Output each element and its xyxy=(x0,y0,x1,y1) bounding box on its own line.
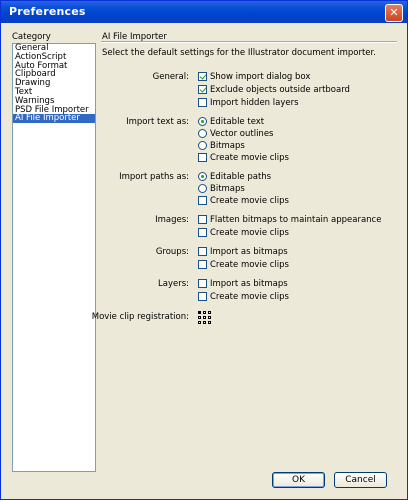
option-label: Import as bitmaps xyxy=(210,246,288,257)
category-list[interactable] xyxy=(12,43,96,472)
option-label: Editable paths xyxy=(210,171,272,182)
ok-button[interactable]: OK xyxy=(272,472,325,488)
editable-text-radio[interactable] xyxy=(198,116,264,127)
radio-icon[interactable] xyxy=(198,129,207,138)
checkbox-icon[interactable] xyxy=(198,228,207,237)
groups-import-as-bitmaps-checkbox[interactable] xyxy=(198,246,288,257)
intro-text: Select the default settings for the Illustrator document importer. xyxy=(102,48,376,58)
category-item-psd-file-importer[interactable]: PSD File Importer xyxy=(15,104,89,115)
category-item-actionscript[interactable]: ActionScript xyxy=(15,51,67,62)
images-create-movie-clips-checkbox[interactable] xyxy=(198,227,289,238)
checkbox-icon[interactable] xyxy=(198,260,207,269)
checkbox-icon[interactable] xyxy=(198,292,207,301)
registration-cell-top-right[interactable] xyxy=(208,311,211,314)
layers-import-as-bitmaps-checkbox[interactable] xyxy=(198,278,288,289)
window-title: Preferences xyxy=(9,5,86,18)
flatten-bitmaps-checkbox[interactable] xyxy=(198,214,381,225)
paths-bitmaps-radio[interactable] xyxy=(198,183,245,194)
show-import-dialog-checkbox[interactable] xyxy=(198,71,310,82)
option-label: Flatten bitmaps to maintain appearance xyxy=(210,214,382,225)
checkbox-icon[interactable] xyxy=(198,247,207,256)
checkbox-icon[interactable] xyxy=(198,215,207,224)
category-label: Category xyxy=(12,32,51,42)
close-button[interactable] xyxy=(385,4,403,22)
option-label: Editable text xyxy=(210,116,265,127)
layers-create-movie-clips-checkbox[interactable] xyxy=(198,291,289,302)
import-paths-label: Import paths as: xyxy=(119,172,189,182)
option-label: Vector outlines xyxy=(210,128,274,139)
checkbox-checked-icon[interactable] xyxy=(198,85,207,94)
registration-point-grid[interactable] xyxy=(198,311,211,324)
radio-icon[interactable] xyxy=(198,184,207,193)
category-item-auto-format[interactable]: Auto Format xyxy=(15,60,68,71)
radio-icon[interactable] xyxy=(198,141,207,150)
registration-cell-top-left[interactable] xyxy=(198,311,201,314)
option-label: Exclude objects outside artboard xyxy=(210,84,350,95)
exclude-outside-artboard-checkbox[interactable] xyxy=(198,84,350,95)
option-label: Create movie clips xyxy=(210,152,289,163)
close-icon: ✕ xyxy=(389,6,399,19)
category-item-warnings[interactable]: Warnings xyxy=(15,95,55,106)
option-label: Create movie clips xyxy=(210,227,289,238)
option-label: Import as bitmaps xyxy=(210,278,288,289)
paths-create-movie-clips-checkbox[interactable] xyxy=(198,195,289,206)
checkbox-icon[interactable] xyxy=(198,153,207,162)
checkbox-checked-icon[interactable] xyxy=(198,72,207,81)
category-item-drawing[interactable]: Drawing xyxy=(15,78,51,89)
category-item-ai-file-importer[interactable]: AI File Importer xyxy=(13,114,95,123)
registration-cell-bottom-center[interactable] xyxy=(203,321,206,324)
groups-create-movie-clips-checkbox[interactable] xyxy=(198,259,289,270)
registration-label: Movie clip registration: xyxy=(91,312,189,322)
option-label: Import hidden layers xyxy=(210,97,299,108)
text-create-movie-clips-checkbox[interactable] xyxy=(198,152,289,163)
option-label: Create movie clips xyxy=(210,291,289,302)
images-label: Images: xyxy=(155,215,189,225)
checkbox-icon[interactable] xyxy=(198,279,207,288)
registration-cell-center[interactable] xyxy=(203,316,206,319)
text-bitmaps-radio[interactable] xyxy=(198,140,245,151)
registration-cell-middle-left[interactable] xyxy=(198,316,201,319)
section-title: AI File Importer xyxy=(102,32,167,42)
option-label: Create movie clips xyxy=(210,259,289,270)
category-item-general[interactable]: General xyxy=(15,43,49,53)
registration-cell-bottom-right[interactable] xyxy=(208,321,211,324)
registration-cell-bottom-left[interactable] xyxy=(198,321,201,324)
vector-outlines-radio[interactable] xyxy=(198,128,273,139)
editable-paths-radio[interactable] xyxy=(198,171,271,182)
radio-selected-icon[interactable] xyxy=(198,172,207,181)
registration-cell-middle-right[interactable] xyxy=(208,316,211,319)
option-label: Bitmaps xyxy=(210,183,245,194)
checkbox-icon[interactable] xyxy=(198,98,207,107)
title-bar[interactable] xyxy=(1,1,407,23)
registration-cell-top-center[interactable] xyxy=(203,311,206,314)
import-hidden-layers-checkbox[interactable] xyxy=(198,97,299,108)
radio-selected-icon[interactable] xyxy=(198,117,207,126)
category-item-clipboard[interactable]: Clipboard xyxy=(15,69,56,80)
layers-label: Layers: xyxy=(158,279,189,289)
cancel-button[interactable]: Cancel xyxy=(334,472,387,488)
option-label: Show import dialog box xyxy=(210,71,311,82)
option-label: Bitmaps xyxy=(210,140,245,151)
category-item-text[interactable]: Text xyxy=(15,86,33,97)
checkbox-icon[interactable] xyxy=(198,196,207,205)
section-divider xyxy=(101,41,397,43)
import-text-label: Import text as: xyxy=(126,117,189,127)
groups-label: Groups: xyxy=(155,247,189,257)
option-label: Create movie clips xyxy=(210,195,289,206)
general-label: General: xyxy=(152,72,189,82)
